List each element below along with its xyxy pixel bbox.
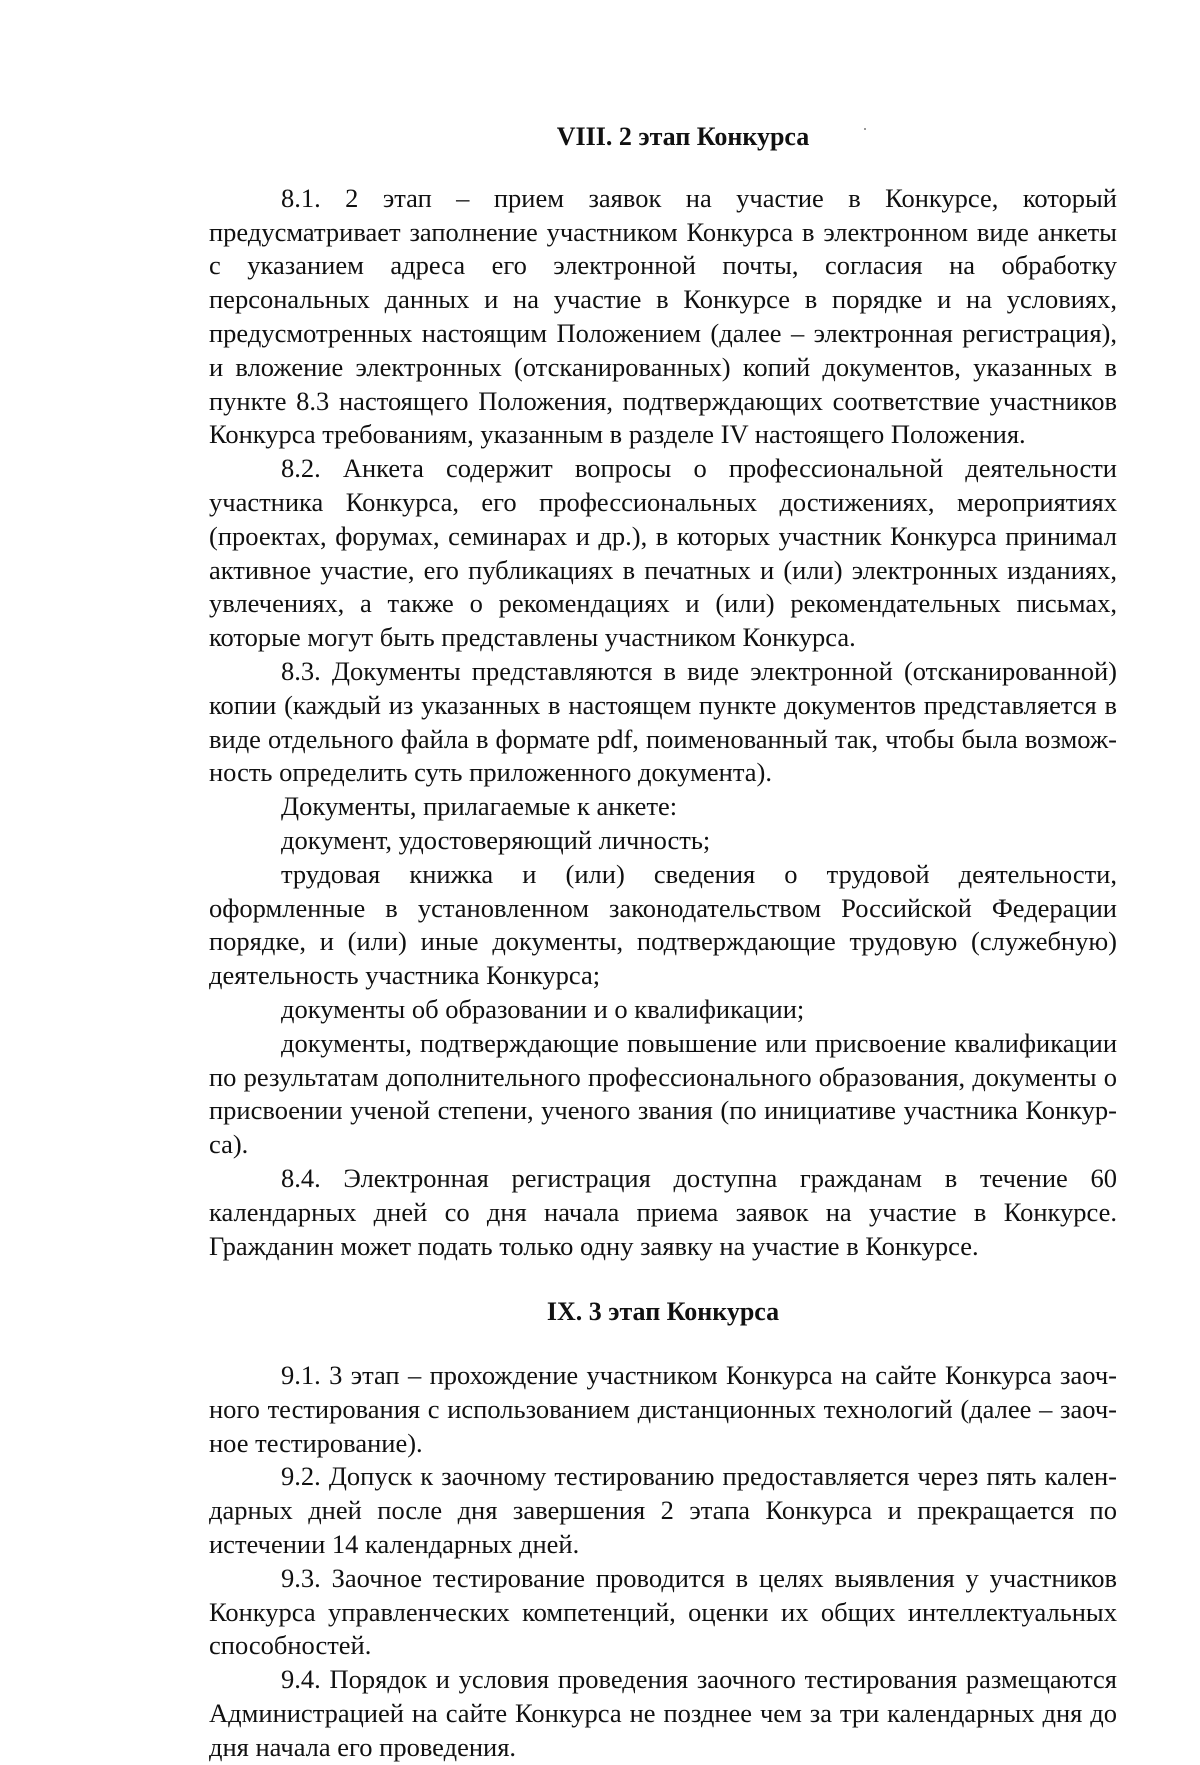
documents-list-item-qualification: документы, подтверждающие повышение или присвоение квалификации по результатам дополнительного профессионального образования, документы о присвоении ученой степени, ученого звания (по инициативе участника Конкурса). (209, 1027, 1117, 1160)
documents-list-intro: Документы, прилагаемые к анкете: (281, 791, 678, 822)
paragraph-8-1: 8.1. 2 этап – прием заявок на участие в Конкурсе, который предусматривает заполнение участником Конкурса в электронном виде анкеты с указанием адреса его электронной почты, согласия на обработку персональных данных и на участие в Конкурсе в порядке и на условиях, предусмотренных настоящим Положением (далее – электронная регистрация), и вложение электронных (отсканированных) копий документов, указанных в пункте 8.3 настоящего Положения, подтверждающих соответствие участников Конкурса требованиям, указанным в разделе IV настоящего Положения. (209, 182, 1117, 450)
paragraph-9-1: 9.1. 3 этап – прохождение участником Конкурса на сайте Конкурса заочного тестирования с использованием дистанционных технологий (далее – заочное тестирование). (209, 1360, 1117, 1458)
section-8-heading: VIII. 2 этап Конкурса (556, 122, 810, 151)
paragraph-8-4: 8.4. Электронная регистрация доступна гражданам в течение 60 календарных дней со дня начала приема заявок на участие в Конкурсе. Гражданин может подать только одну заявку на участие в Конкурсе. (209, 1162, 1117, 1261)
paragraph-9-3: 9.3. Заочное тестирование проводится в целях выявления у участников Конкурса управленческих компетенций, оценки их общих интеллектуальных способностей. (209, 1562, 1117, 1661)
documents-list-item-education: документы об образовании и о квалификации; (281, 993, 805, 1024)
document-body (209, 120, 1117, 1765)
section-9-heading: IX. 3 этап Конкурса (546, 1297, 780, 1327)
paragraph-8-3: 8.3. Документы представляются в виде электронной (отсканированной) копии (каждый из указанных в настоящем пункте документов представляется в виде отдельного файла в формате pdf, поименованный так, чтобы была возможность определить суть приложенного документа). (209, 655, 1117, 788)
documents-list-item-identity: документ, удостоверяющий личность; (281, 824, 711, 855)
documents-list-item-work-record: трудовая книжка и (или) сведения о трудовой деятельности, оформленные в установленном законодательством Российской Федерации порядке, и (или) иные документы, подтверждающие трудовую (служебную) деятельность участника Конкурса; (209, 858, 1117, 991)
paragraph-9-4: 9.4. Порядок и условия проведения заочного тестирования размещаются Администрацией на сайте Конкурса не позднее чем за три календарных дня до дня начала его проведения. (209, 1664, 1117, 1762)
paragraph-9-2: 9.2. Допуск к заочному тестированию предоставляется через пять календарных дней после дня завершения 2 этапа Конкурса и прекращается по истечении 14 календарных дней. (209, 1461, 1117, 1560)
paragraph-8-2: 8.2. Анкета содержит вопросы о профессиональной деятельности участника Конкурса, его профессиональных достижениях, мероприятиях (проектах, форумах, семинарах и др.), в которых участник Конкурса принимал активное участие, его публикациях в печатных и (или) электронных изданиях, увлечениях, а также о рекомендациях и (или) рекомендательных письмах, которые могут быть представлены участником Конкурса. (209, 453, 1117, 653)
